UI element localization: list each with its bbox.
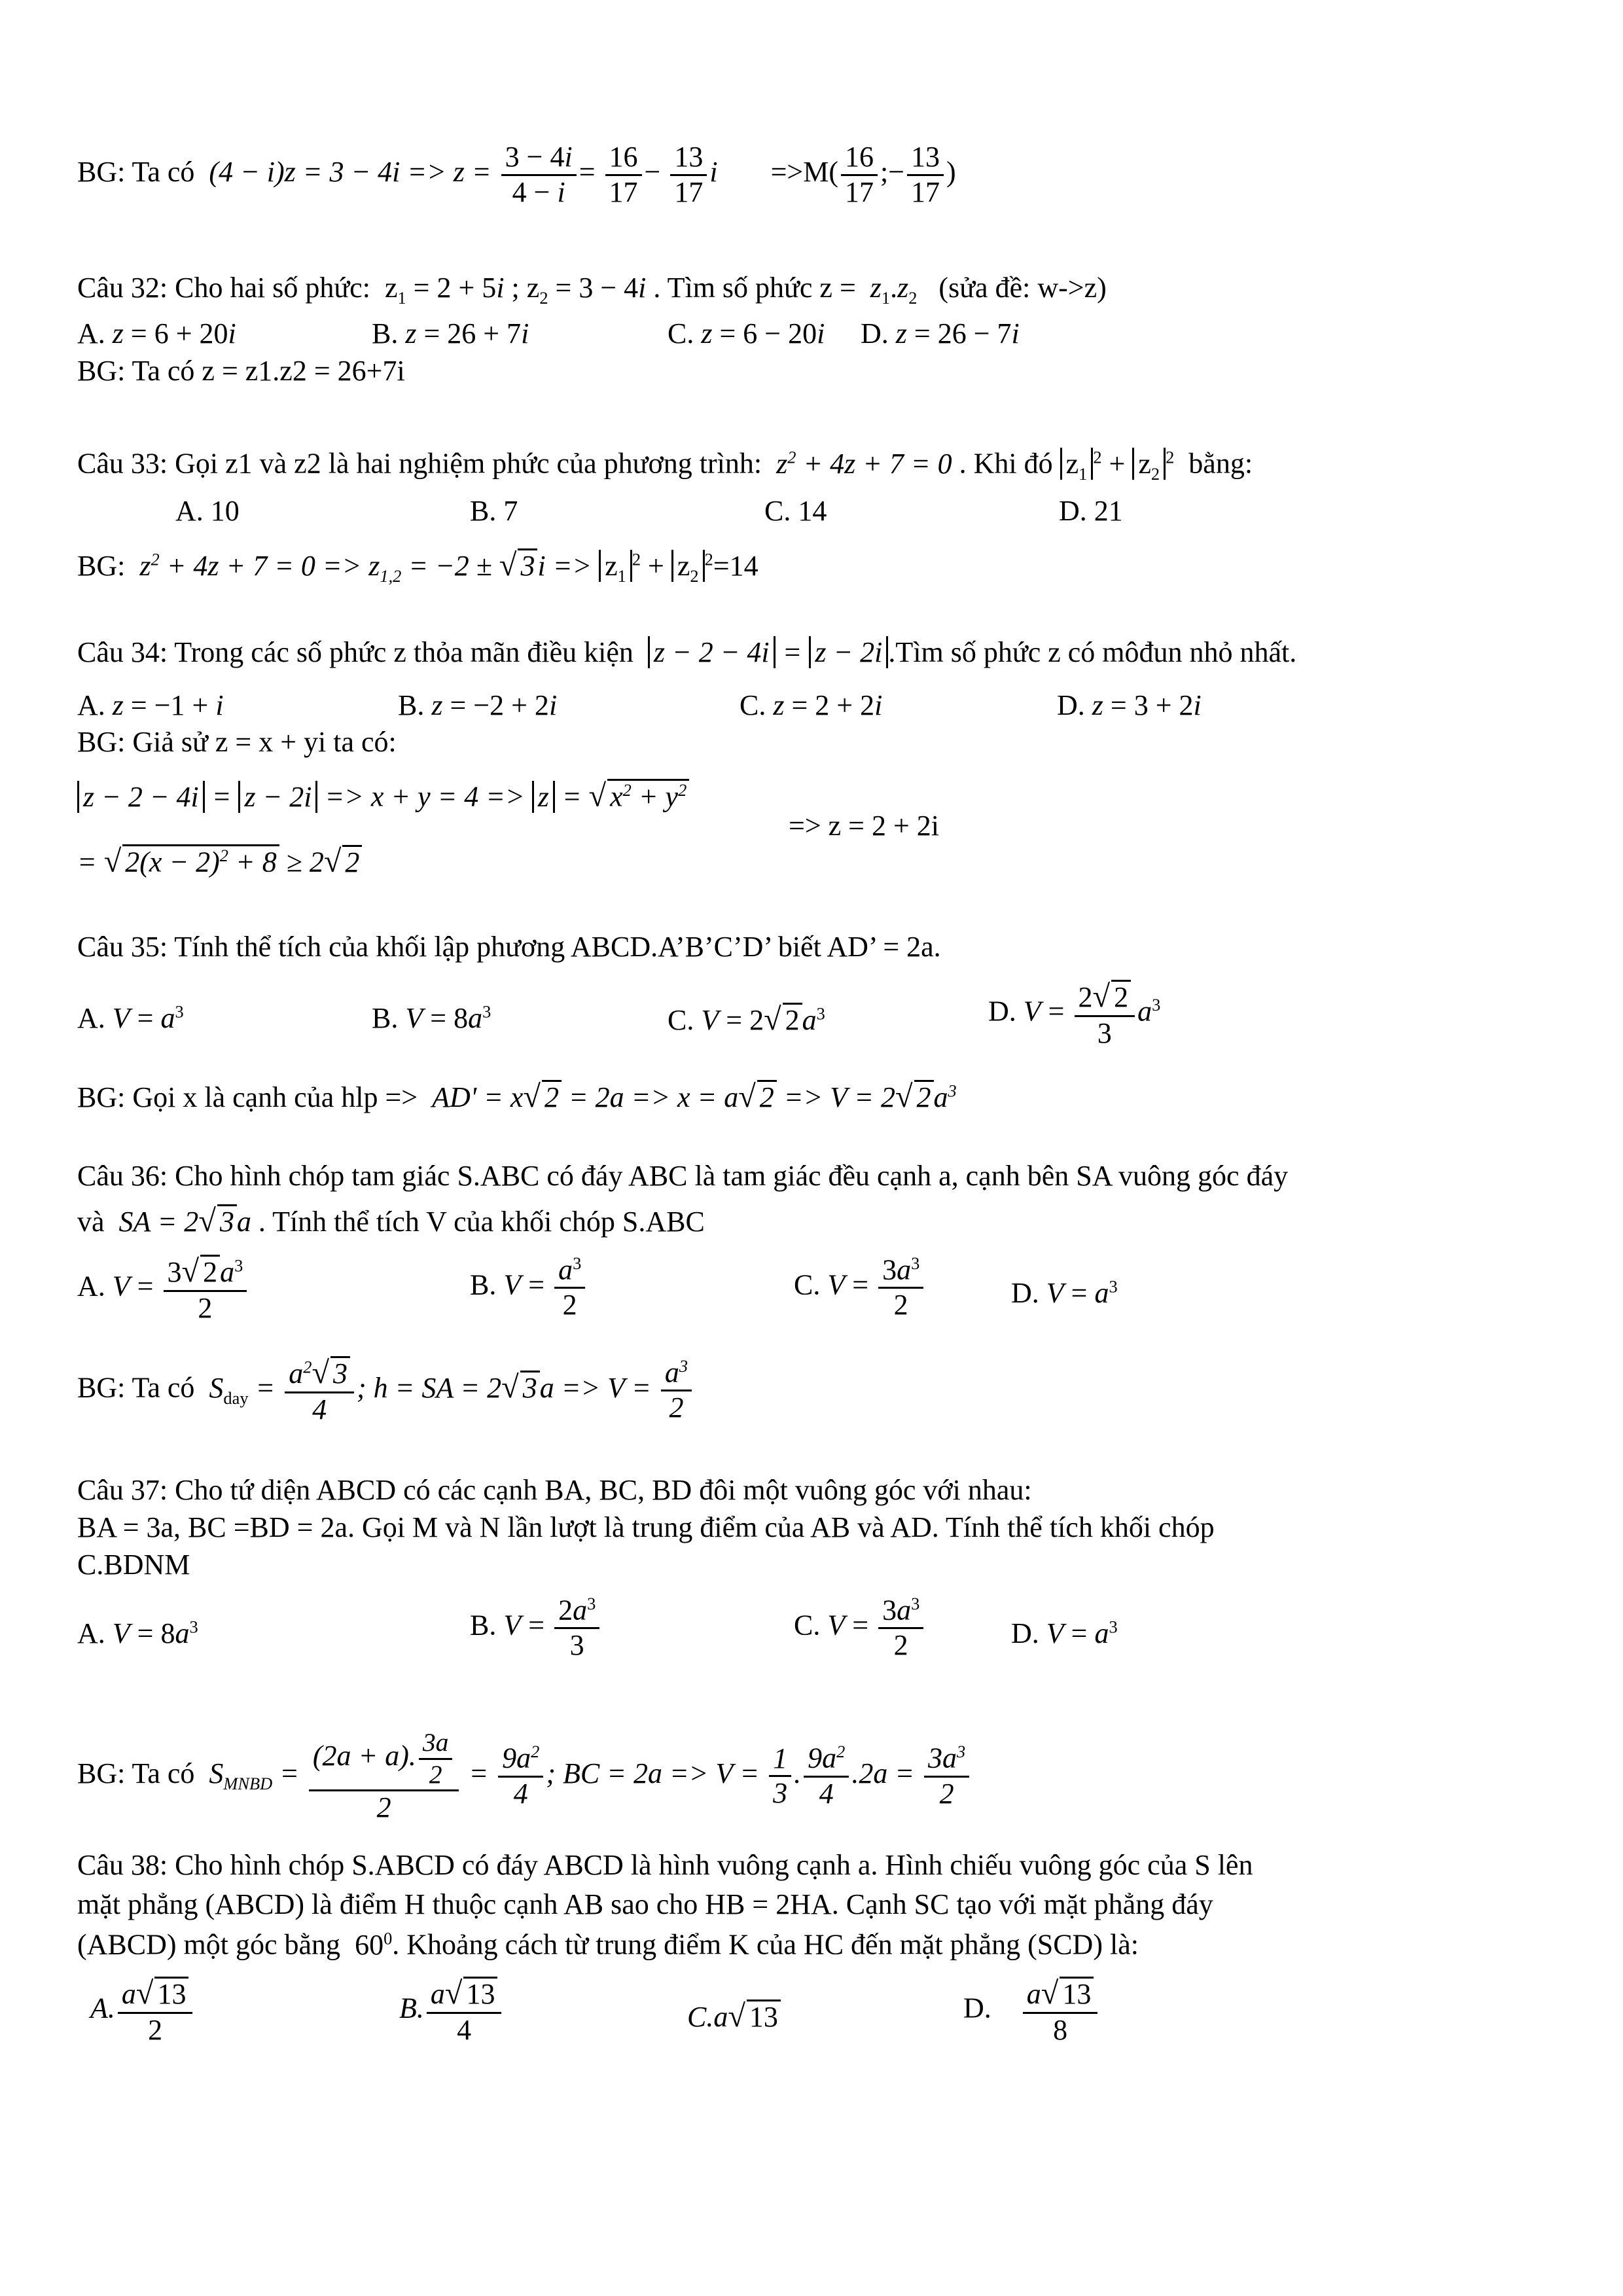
q36-stem2a: và bbox=[77, 1206, 105, 1238]
bg31-prefix: BG: Ta có bbox=[77, 156, 195, 188]
q35-stem: Câu 35: Tính thể tích của khối lập phương ABCD.A’B’C’D’ biết AD’ = 2a. bbox=[77, 931, 941, 963]
q33-option-d: D. 21 bbox=[1059, 495, 1123, 527]
q38-angle: $60^0$ bbox=[348, 1928, 393, 1961]
q36-sa: SA = 2√ 3a bbox=[111, 1204, 251, 1238]
q38-option-c: C.a√ 13 bbox=[687, 1998, 781, 2034]
q35-bg-eq: AD' = x√ 2 = 2a => x = a√ 2 => V = 2√ $2a^3$ bbox=[425, 1079, 957, 1114]
q32-tail: . Tìm số phức z = bbox=[653, 272, 856, 304]
q34-bg3: = √ $2(x - 2)^2 + 8 \ge 2√$ 2 bbox=[77, 844, 362, 878]
q34-option-b: B. z = −2 + 2i bbox=[398, 689, 558, 721]
q32-stem: Câu 32: Cho hai số phức: bbox=[77, 272, 370, 304]
q36-option-d: D. $V = a^3$ bbox=[1011, 1276, 1118, 1309]
q37-bg-eq: $S_{MNBD}$ = (2a + a). $\frac{3a}{2}$ 2 = $\frac{9a^2}{4}$ ; BC = 2a => V = $\frac{1}{3}$ . $\frac{9a^2}{4}$ .2a = $\frac{3a^3}{2}$ bbox=[202, 1757, 972, 1789]
q33-bg-line bbox=[77, 548, 758, 584]
bg31-result: =>M bbox=[770, 156, 829, 188]
q37-stem1: Câu 37: Cho tứ diện ABCD có các cạnh BA, BC, BD đôi một vuông góc với nhau: bbox=[77, 1474, 1032, 1506]
q32-stem-line bbox=[77, 274, 1107, 306]
q34-option-a: A. z = −1 + i bbox=[77, 689, 224, 721]
q33-option-a: A. 10 bbox=[175, 495, 240, 527]
q38-option-d: D. $\frac{a√ 13}{8}$ bbox=[963, 1975, 1100, 2047]
q37-option-b: B. V = $\frac{2a^3}{3}$ bbox=[470, 1594, 602, 1662]
q36-stem2b: . Tính thể tích V của khối chóp S.ABC bbox=[258, 1206, 705, 1238]
q34-bg1: BG: Giả sử z = x + yi ta có: bbox=[77, 726, 397, 758]
q33-bg: BG: bbox=[77, 550, 126, 582]
q32-note: (sửa đề: w->z) bbox=[938, 272, 1107, 304]
q35-option-a: A. $V = a^3$ bbox=[77, 1001, 184, 1034]
q37-stem3: C.BDNM bbox=[77, 1549, 190, 1581]
q33-bg-sum: $z_1^2 + z_2^2$ bbox=[599, 550, 713, 582]
q32-option-a: A. z = 6 + 20i bbox=[77, 317, 236, 350]
q36-bg-line bbox=[77, 1355, 694, 1426]
q32-option-c: C. z = 6 − 20i bbox=[668, 317, 825, 350]
q33-bg-eq: $z^2 + 4z + 7 = 0 => z_{1,2} = -2$ ± √ 3i => bbox=[132, 548, 592, 586]
bg31-frac2: $\frac{16}{17}$ bbox=[605, 141, 642, 209]
bg31-line: BG: Ta có (4 − i)z = 3 − 4i => z = $\frac{3 - 4i}{4 - i}$ = $\frac{16}{17}$ − $\frac{13}{17}$ i =>M( $\frac{16}{17}$ ;− $\frac{13}{17}$ ) bbox=[77, 141, 956, 208]
q33-stem-line bbox=[77, 448, 1253, 482]
q36-option-b: B. V = $\frac{a^3}{2}$ bbox=[470, 1253, 588, 1322]
bg31-eq1: (4 − i)z = 3 − 4i => z = bbox=[202, 156, 491, 188]
q37-option-a: A. $V = 8a^3$ bbox=[77, 1617, 198, 1649]
bg31-frac3: $\frac{13}{17}$ bbox=[670, 141, 707, 209]
q33-stem: Câu 33: Gọi z1 và z2 là hai nghiệm phức của phương trình: bbox=[77, 447, 762, 480]
q36-stem2-line bbox=[77, 1204, 705, 1238]
q35-option-d: D. V = $\frac{2√ 2}{3}$ $a^3$ bbox=[988, 979, 1161, 1049]
q38-stem3a: (ABCD) một góc bằng bbox=[77, 1928, 341, 1961]
q32-bg: BG: Ta có z = z1.z2 = 26+7i bbox=[77, 355, 405, 387]
q34-cond: z − 2 − 4i = z − 2i bbox=[641, 636, 888, 668]
q32-option-d: D. z = 26 − 7i bbox=[861, 317, 1020, 350]
q37-bg-line bbox=[77, 1728, 972, 1825]
q34-stem-line bbox=[77, 638, 1296, 667]
q35-option-c: C. V = 2√ $2a^3$ bbox=[668, 1002, 825, 1037]
q36-option-a: A. V = $\frac{3√ 2a^3}{2}$ bbox=[77, 1253, 249, 1325]
q37-bg: BG: Ta có bbox=[77, 1757, 195, 1789]
q35-bg-line bbox=[77, 1080, 957, 1113]
q33-eq: $z^2 + 4z + 7 = 0$ bbox=[769, 447, 952, 480]
q38-stem1: Câu 38: Cho hình chóp S.ABCD có đáy ABCD là hình vuông cạnh a. Hình chiếu vuông góc của S lên bbox=[77, 1849, 1253, 1881]
q33-option-b: B. 7 bbox=[470, 495, 518, 527]
q37-option-c: C. V = $\frac{3a^3}{2}$ bbox=[794, 1594, 926, 1662]
bg31-frac1: $\frac{3 - 4i}{4 - i}$ bbox=[501, 141, 577, 209]
q36-option-c: C. V = $\frac{3a^3}{2}$ bbox=[794, 1253, 926, 1322]
q38-stem2: mặt phẳng (ABCD) là điểm H thuộc cạnh AB sao cho HB = 2HA. Cạnh SC tạo với mặt phẳng đáy bbox=[77, 1888, 1213, 1920]
q38-option-b: B. $\frac{a√ 13}{4}$ bbox=[399, 1975, 504, 2047]
q38-option-a: A. $\frac{a√ 13}{2}$ bbox=[90, 1975, 195, 2047]
q36-bg: BG: Ta có bbox=[77, 1371, 195, 1404]
q34-stem: Câu 34: Trong các số phức z thỏa mãn điều kiện bbox=[77, 636, 633, 668]
q32-prod: $z_1.z_2$ bbox=[870, 272, 918, 308]
q38-stem3-line bbox=[77, 1929, 1139, 1960]
q37-stem2: BA = 3a, BC =BD = 2a. Gọi M và N lần lượt là trung điểm của AB và AD. Tính thể tích khối chóp bbox=[77, 1511, 1215, 1543]
q37-option-d: D. $V = a^3$ bbox=[1011, 1617, 1118, 1649]
q34-result: => z = 2 + 2i bbox=[789, 810, 940, 842]
q35-bg: BG: Gọi x là cạnh của hlp => bbox=[77, 1081, 418, 1113]
q32-eq: $z_1 = 2 + 5i$ ; $z_2 = 3 - 4i$ bbox=[377, 272, 647, 308]
q35-option-b: B. $V = 8a^3$ bbox=[372, 1001, 491, 1034]
q34-option-c: C. z = 2 + 2i bbox=[740, 689, 883, 721]
q33-option-c: C. 14 bbox=[764, 495, 827, 527]
q33-sum: $z_1^2 + z_2^2$ bbox=[1060, 448, 1182, 480]
q38-stem3b: . Khoảng cách từ trung điểm K của HC đến mặt phẳng (SCD) là: bbox=[392, 1928, 1139, 1961]
q34-option-d: D. z = 3 + 2i bbox=[1057, 689, 1202, 721]
q36-stem1: Câu 36: Cho hình chóp tam giác S.ABC có đáy ABC là tam giác đều cạnh a, cạnh bên SA vuông góc đáy bbox=[77, 1160, 1289, 1192]
q34-tail: .Tìm số phức z có môđun nhỏ nhất. bbox=[888, 636, 1297, 668]
q33-khido: . Khi đó bbox=[959, 447, 1053, 480]
q36-bg-eq: $S_{day}$ = $\frac{a^2√ 3}{4}$ ; h = SA = 2√ 3a => V = $\frac{a^3}{2}$ bbox=[202, 1372, 694, 1404]
q33-result: =14 bbox=[713, 550, 758, 582]
q34-bg2: z − 2 − 4i = z − 2i => x + y = 4 => z = √ $x^2 + y^2$ bbox=[77, 779, 689, 813]
q32-option-b: B. z = 26 + 7i bbox=[372, 317, 529, 350]
q33-bang: bằng: bbox=[1188, 447, 1253, 480]
